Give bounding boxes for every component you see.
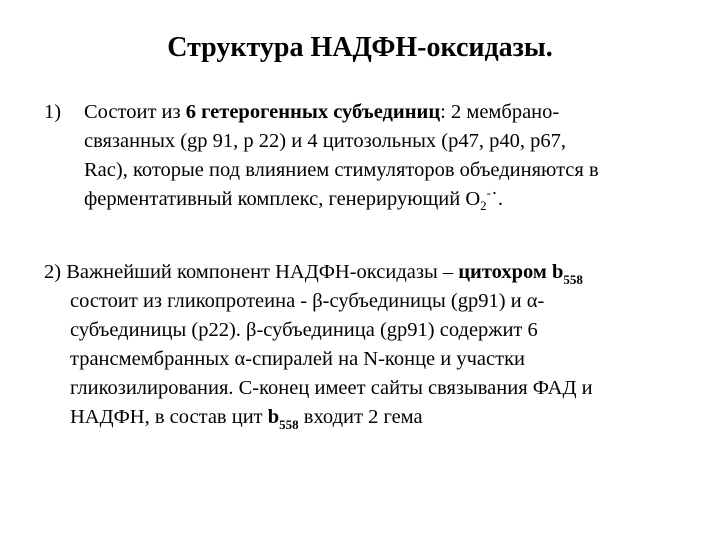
item1-l4-subscript: 2 bbox=[480, 198, 487, 213]
item2-line-2: состоит из гликопротеина - β-субъединицы (gp91) и α- bbox=[70, 290, 545, 312]
item2-line-4: трансмембранных α-спиралей на N-конце и участки bbox=[70, 348, 526, 370]
item2-line-3: субъединицы (p22). β-субъединица (gp91) содержит 6 bbox=[70, 319, 538, 341]
item2-text-a: 2) Важнейший компонент НАДФН-оксидазы – bbox=[44, 261, 459, 283]
item1-text-a: Состоит из bbox=[84, 101, 186, 123]
item1-number: 1) bbox=[44, 101, 62, 123]
slide-title: Структура НАДФН-оксидазы. bbox=[167, 32, 553, 63]
item2-l6-text-a: НАДФН, в состав цит bbox=[70, 406, 268, 428]
item2-l6-text-b: входит 2 гема bbox=[298, 406, 423, 428]
item1-bold-term: 6 гетерогенных субъединиц bbox=[185, 101, 441, 123]
item2-l1-subscript: 558 bbox=[563, 272, 583, 287]
item2-line-5: гликозилирования. С-конец имеет сайты связывания ФАД и bbox=[70, 377, 593, 399]
item2-l6-bold: b bbox=[267, 406, 280, 428]
item2-bold-term: цитохром b bbox=[458, 261, 564, 283]
item1-l4-text: ферментативный комплекс, генерирующий O bbox=[84, 188, 481, 210]
item1-line-1 bbox=[44, 98, 704, 127]
item1-line-2: связанных (gp 91, p 22) и 4 цитозольных (p47, p40, p67, bbox=[84, 130, 566, 152]
list-item-1 bbox=[44, 98, 704, 214]
item1-line-3: Rac), которые под влиянием стимуляторов объединяются в bbox=[84, 159, 599, 181]
list-item-2 bbox=[44, 258, 704, 432]
item2-line-6 bbox=[44, 403, 704, 432]
item2-l6-subscript: 558 bbox=[279, 417, 299, 432]
item2-line-1 bbox=[44, 258, 704, 287]
item1-l4-superscript: - bbox=[486, 185, 492, 200]
item1-line-4 bbox=[44, 185, 704, 214]
item1-l4-end: ˙. bbox=[491, 188, 503, 210]
item1-text-b: : 2 мембрано- bbox=[440, 101, 560, 123]
